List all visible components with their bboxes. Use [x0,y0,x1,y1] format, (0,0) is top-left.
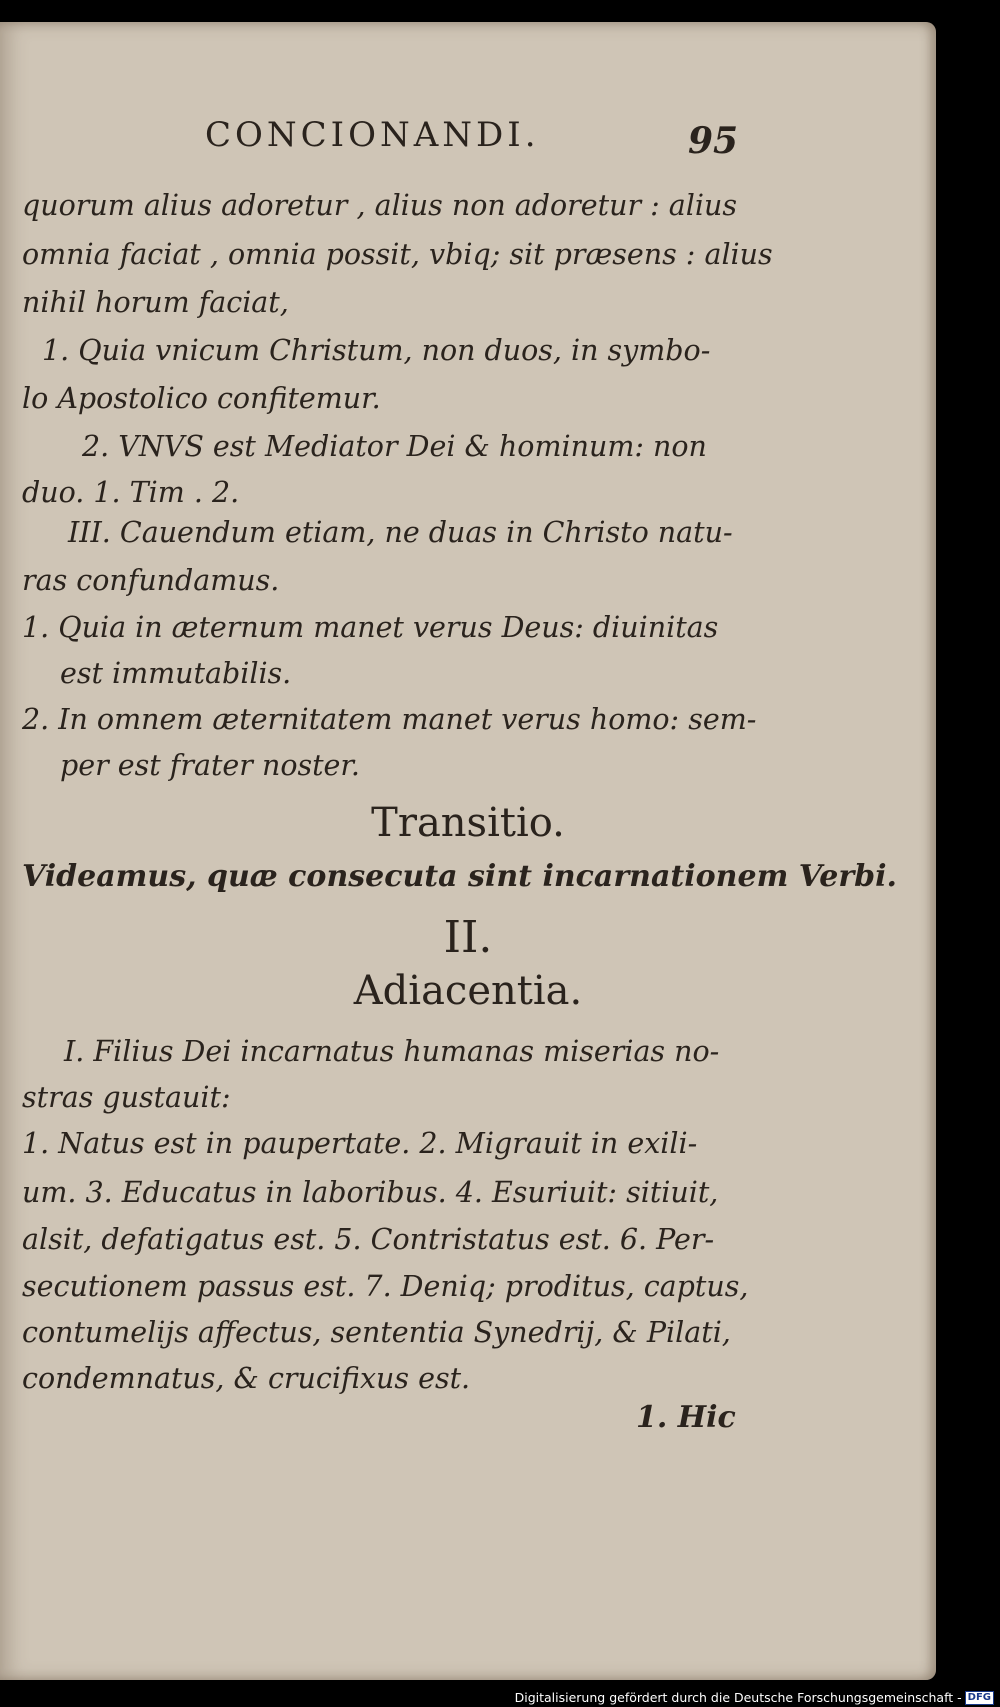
text-line: condemnatus, & crucifixus est. [22,1362,471,1395]
text-line: I. Filius Dei incarnatus humanas miserias no- [64,1035,720,1068]
running-head: CONCIONANDI. [205,115,540,155]
footer-text: Digitalisierung gefördert durch die Deutsche Forschungsgemeinschaft - [514,1690,962,1705]
text-line: 1. Quia in æternum manet verus Deus: diuinitas [22,611,719,644]
text-line: secutionem passus est. 7. Deniq; proditus, captus, [22,1270,749,1303]
text-line: stras gustauit: [22,1081,231,1114]
text-line: lo Apostolico confitemur. [22,382,381,415]
text-line: quorum alius adoretur , alius non adoretur : alius [22,189,738,222]
text-line: contumelijs affectus, sententia Synedrij, & Pilati, [22,1316,731,1349]
text-line: omnia faciat , omnia possit, vbiq; sit præsens : alius [22,238,773,271]
section-number: II. [443,912,493,963]
text-line: per est frater noster. [60,749,360,782]
section-heading-transitio: Transitio. [371,800,565,846]
text-line: est immutabilis. [60,657,292,690]
text-line: um. 3. Educatus in laboribus. 4. Esuriuit: sitiuit, [22,1176,719,1209]
digitization-footer [515,1690,994,1705]
text-line: 1. Quia vnicum Christum, non duos, in symbo- [42,334,711,367]
page-number: 95 [688,120,739,162]
dfg-logo: DFG [965,1691,994,1705]
catchword: 1. Hic [636,1400,736,1435]
transition-line: Videamus, quæ consecuta sint incarnationem Verbi. [22,859,897,894]
text-line: 2. VNVS est Mediator Dei & hominum: non [82,430,707,463]
text-line: ras confundamus. [22,564,280,597]
text-line: III. Cauendum etiam, ne duas in Christo natu- [68,516,733,549]
text-line: 2. In omnem æternitatem manet verus homo: sem- [22,703,757,736]
section-heading-adiacentia: Adiacentia. [353,968,583,1014]
text-line: 1. Natus est in paupertate. 2. Migrauit in exili- [22,1127,698,1160]
text-line: nihil horum faciat, [22,286,289,319]
book-page [0,22,936,1680]
text-line: alsit, defatigatus est. 5. Contristatus est. 6. Per- [22,1223,715,1256]
text-line: duo. 1. Tim . 2. [22,476,240,509]
